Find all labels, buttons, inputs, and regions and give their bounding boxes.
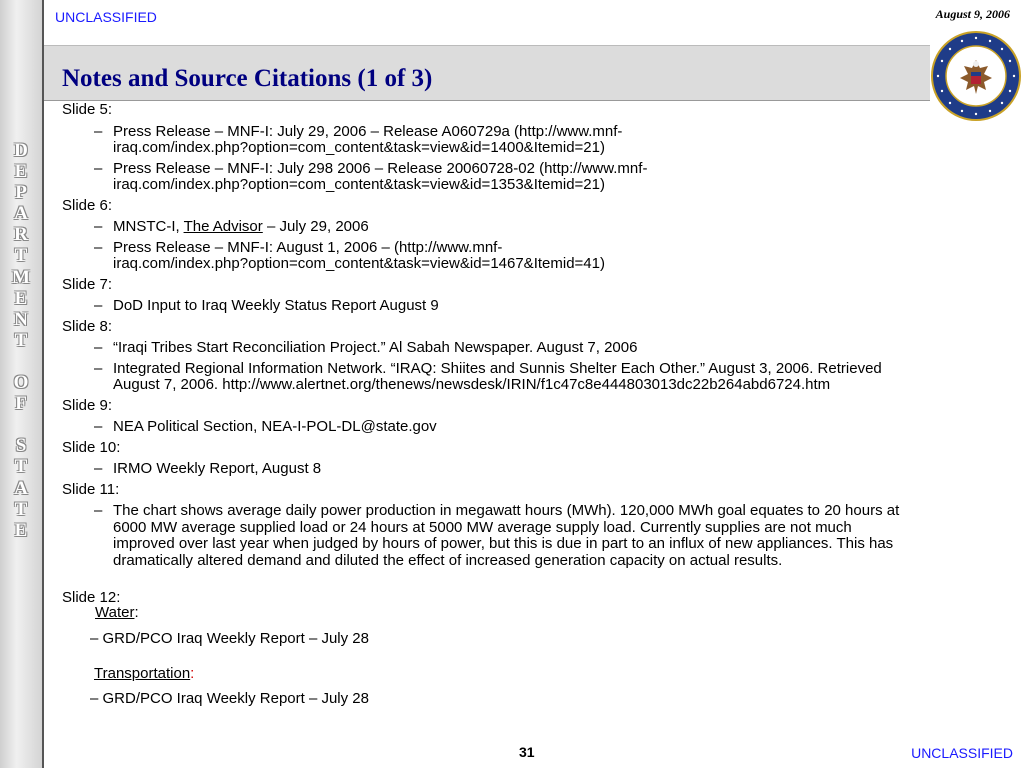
dash-bullet: –	[94, 297, 103, 314]
dash-bullet: –	[94, 159, 103, 177]
transportation-heading	[94, 665, 194, 682]
sidebar-letter: F	[15, 393, 27, 415]
dash-bullet: –	[94, 502, 103, 519]
slide-heading: Slide 8:	[62, 317, 113, 335]
sidebar-letter: A	[14, 203, 28, 225]
sidebar-letter: M	[12, 266, 30, 288]
transportation-citation: – GRD/PCO Iraq Weekly Report – July 28	[90, 690, 369, 707]
slide-12-section	[62, 589, 962, 707]
classification-top: UNCLASSIFIED	[55, 9, 157, 25]
sidebar-letter: T	[14, 498, 28, 520]
citation-text: – July 29, 2006	[262, 218, 369, 235]
citation-line: Press Release – MNF-I: August 1, 2006 – (http://www.mnf-	[113, 238, 503, 256]
sidebar-letter: E	[14, 287, 28, 309]
citation-line: dramatically altered demand and diluted the effect of increased generation capacity on actual results.	[113, 551, 783, 569]
sidebar-letter: T	[14, 329, 28, 351]
sidebar-letter: R	[14, 224, 28, 246]
citation-line: The chart shows average daily power production in megawatt hours (MWh). 120,000 MWh goal equates to 20 hours at	[113, 502, 900, 519]
citation-line: iraq.com/index.php?option=com_content&task=view&id=1400&Itemid=21)	[113, 139, 605, 156]
water-colon: :	[134, 604, 139, 621]
dash-bullet: –	[94, 418, 103, 435]
sidebar-letter: T	[14, 245, 28, 267]
sidebar-vertical-text	[0, 140, 42, 541]
citation-line: improved over last year when judged by hours of power, but this is due in part to an influx of new appliances. This has	[113, 535, 894, 552]
publication-title: The Advisor	[183, 218, 263, 235]
citation-line: DoD Input to Iraq Weekly Status Report August 9	[113, 297, 439, 314]
slide-heading: Slide 12:	[62, 589, 121, 606]
water-heading	[95, 604, 139, 621]
citation-line: iraq.com/index.php?option=com_content&task=view&id=1353&Itemid=21)	[113, 176, 605, 193]
slide-heading: Slide 5:	[62, 101, 113, 118]
citation-line: August 7, 2006. http://www.alertnet.org/thenews/newsdesk/IRIN/f1c47c8e444803013dc22b264abd6724.htm	[113, 376, 831, 393]
dash-bullet: –	[94, 122, 103, 140]
citation-line: Press Release – MNF-I: July 298 2006 – Release 20060728-02 (http://www.mnf-	[113, 159, 648, 177]
sidebar-letter: O	[13, 372, 29, 394]
dash-bullet: –	[94, 359, 103, 377]
sidebar-letter: T	[14, 456, 28, 478]
citation-item	[62, 419, 1017, 436]
citation-item	[62, 461, 1017, 478]
citation-line: IRMO Weekly Report, August 8	[113, 460, 322, 477]
sidebar-letter: N	[14, 308, 28, 330]
citation-line: Press Release – MNF-I: July 29, 2006 – Release A060729a (http://www.mnf-	[113, 122, 623, 140]
classification-bottom: UNCLASSIFIED	[911, 745, 1013, 761]
slide-heading: Slide 7:	[62, 275, 113, 293]
citation-item	[62, 340, 1017, 357]
slide-heading: Slide 10:	[62, 438, 121, 456]
slide-heading: Slide 6:	[62, 196, 113, 214]
dash-bullet: –	[94, 218, 103, 235]
citation-item	[62, 219, 1017, 236]
citation-item	[62, 503, 1017, 569]
page-title: Notes and Source Citations (1 of 3)	[62, 65, 433, 92]
dash-bullet: –	[94, 460, 103, 477]
citation-item	[62, 161, 1017, 194]
sidebar-letter	[0, 414, 42, 435]
citation-item	[62, 240, 1017, 273]
sidebar-letter: D	[14, 140, 28, 161]
citation-line: Integrated Regional Information Network. “IRAQ: Shiites and Sunnis Shelter Each Other.” August 3, 2006. Retrieved	[113, 359, 882, 377]
citation-line: “Iraqi Tribes Start Reconciliation Project.” Al Sabah Newspaper. August 7, 2006	[113, 339, 638, 356]
page-number: 31	[519, 744, 535, 760]
sidebar-letter: A	[14, 477, 28, 499]
sidebar-banner	[0, 0, 44, 768]
dash-bullet: –	[94, 339, 103, 356]
citation-item	[62, 361, 1017, 394]
transportation-label: Transportation	[94, 665, 191, 682]
sidebar-letter: E	[14, 519, 28, 541]
water-label: Water	[95, 604, 135, 621]
citation-line: NEA Political Section, NEA-I-POL-DL@state.gov	[113, 418, 437, 435]
citation-line: iraq.com/index.php?option=com_content&task=view&id=1467&Itemid=41)	[113, 255, 605, 272]
citation-item	[62, 124, 1017, 157]
sidebar-letter: P	[15, 182, 27, 204]
slide-heading: Slide 9:	[62, 396, 113, 414]
citation-text: MNSTC-I,	[113, 218, 184, 235]
citations-list	[62, 102, 1017, 573]
document-date: August 9, 2006	[935, 7, 1010, 21]
citation-item	[62, 298, 1017, 315]
transportation-colon: :	[190, 665, 195, 682]
sidebar-letter: E	[14, 161, 28, 183]
slide-heading: Slide 11:	[62, 480, 120, 498]
dash-bullet: –	[94, 238, 103, 256]
citation-line: 6000 MW average supplied load or 24 hours at 5000 MW average supply load. Currently supplies are not much	[113, 518, 852, 536]
sidebar-letter: S	[15, 435, 27, 457]
sidebar-letter	[0, 351, 42, 372]
water-citation: – GRD/PCO Iraq Weekly Report – July 28	[90, 630, 369, 647]
